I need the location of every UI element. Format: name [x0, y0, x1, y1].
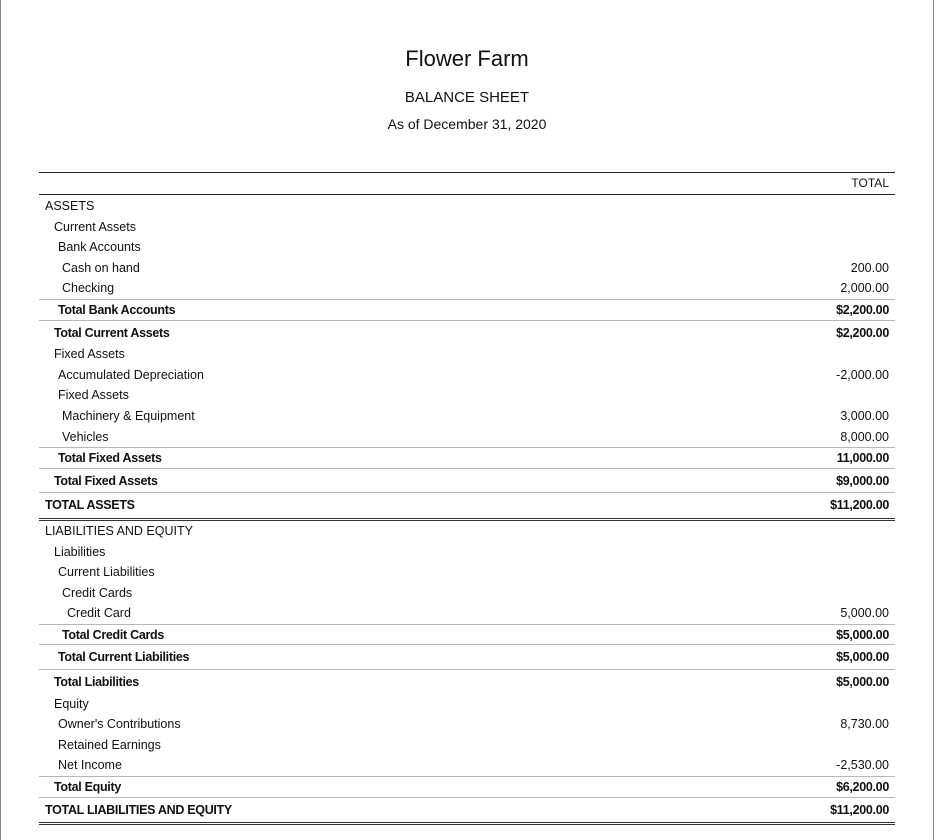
row-amount: $5,000.00	[836, 675, 889, 690]
row-label: ASSETS	[45, 199, 95, 213]
row-amount: $11,200.00	[830, 802, 889, 817]
section-assets	[39, 196, 895, 217]
row-net-income	[39, 755, 895, 776]
row-label: Bank Accounts	[58, 240, 141, 255]
row-label: Retained Earnings	[58, 737, 161, 752]
row-retained-earnings	[39, 735, 895, 756]
row-amount: $5,000.00	[836, 627, 889, 642]
row-label: Machinery & Equipment	[62, 408, 195, 423]
row-label: Current Assets	[54, 219, 136, 234]
row-total-liabilities	[39, 669, 895, 694]
row-label: LIABILITIES AND EQUITY	[45, 523, 193, 538]
row-label: Credit Cards	[62, 585, 133, 600]
group-bank-accounts	[39, 237, 895, 258]
row-label: Credit Card	[67, 606, 131, 621]
row-total-fixed-assets	[39, 468, 895, 493]
row-total-liabilities-equity	[39, 797, 895, 826]
row-amount: $2,200.00	[836, 325, 889, 340]
row-amount: -2,000.00	[836, 367, 889, 382]
row-amount: $11,200.00	[830, 498, 889, 513]
report-title: BALANCE SHEET	[404, 89, 530, 106]
row-accumulated-depreciation	[39, 365, 895, 386]
row-label: Cash on hand	[62, 260, 140, 275]
row-total-fixed-assets-sub	[39, 447, 895, 468]
row-label: Liabilities	[54, 544, 106, 559]
column-header-total: TOTAL	[851, 176, 889, 190]
balance-sheet-table	[39, 172, 895, 825]
report-date: As of December 31, 2020	[387, 116, 547, 132]
row-amount: 2,000.00	[840, 281, 889, 296]
section-liabilities-equity	[39, 521, 895, 542]
row-checking	[39, 278, 895, 299]
row-amount: -2,530.00	[836, 758, 889, 773]
row-label: Total Bank Accounts	[58, 302, 176, 317]
row-label: Fixed Assets	[58, 388, 129, 403]
row-total-bank-accounts	[39, 299, 895, 320]
row-label: Total Current Assets	[54, 325, 170, 340]
group-credit-cards	[39, 583, 895, 604]
row-label: Total Credit Cards	[62, 627, 165, 642]
row-amount: $2,200.00	[836, 302, 889, 317]
row-machinery-equipment	[39, 406, 895, 427]
row-amount: $6,200.00	[836, 780, 889, 795]
row-label: Fixed Assets	[54, 347, 125, 362]
group-fixed-assets-sub	[39, 385, 895, 406]
group-current-assets	[39, 217, 895, 238]
table-header	[39, 172, 895, 195]
row-label: Current Liabilities	[58, 565, 155, 580]
company-name: Flower Farm	[405, 46, 529, 71]
row-label: Total Current Liabilities	[58, 650, 190, 665]
row-amount: 8,000.00	[840, 429, 889, 444]
row-total-assets	[39, 492, 895, 521]
group-liabilities	[39, 542, 895, 563]
row-label: Checking	[62, 281, 115, 296]
row-total-equity	[39, 776, 895, 797]
row-label: Total Fixed Assets	[58, 451, 162, 466]
row-label: Net Income	[58, 758, 122, 773]
row-label: Total Liabilities	[54, 675, 139, 690]
row-label: TOTAL LIABILITIES AND EQUITY	[45, 802, 232, 817]
row-label: Vehicles	[62, 429, 109, 444]
row-amount: 5,000.00	[840, 606, 889, 621]
row-total-credit-cards	[39, 624, 895, 645]
group-current-liabilities	[39, 562, 895, 583]
row-owners-contributions	[39, 714, 895, 735]
row-label: Total Equity	[54, 780, 121, 795]
row-vehicles	[39, 427, 895, 448]
row-label: TOTAL ASSETS	[45, 498, 135, 513]
row-total-current-liabilities	[39, 644, 895, 669]
row-total-current-assets	[39, 320, 895, 345]
row-label: Equity	[54, 696, 89, 711]
row-amount: 200.00	[850, 260, 889, 275]
group-equity	[39, 694, 895, 715]
row-label: Total Fixed Assets	[54, 473, 158, 488]
row-amount: $5,000.00	[836, 650, 889, 665]
row-amount: 8,730.00	[840, 717, 889, 732]
row-label: Accumulated Depreciation	[58, 367, 204, 382]
row-amount: $9,000.00	[836, 473, 889, 488]
row-cash-on-hand	[39, 258, 895, 279]
row-amount: 3,000.00	[840, 408, 889, 423]
row-label: Owner's Contributions	[58, 717, 181, 732]
group-fixed-assets	[39, 344, 895, 365]
row-credit-card	[39, 603, 895, 624]
row-amount: 11,000.00	[836, 451, 889, 466]
